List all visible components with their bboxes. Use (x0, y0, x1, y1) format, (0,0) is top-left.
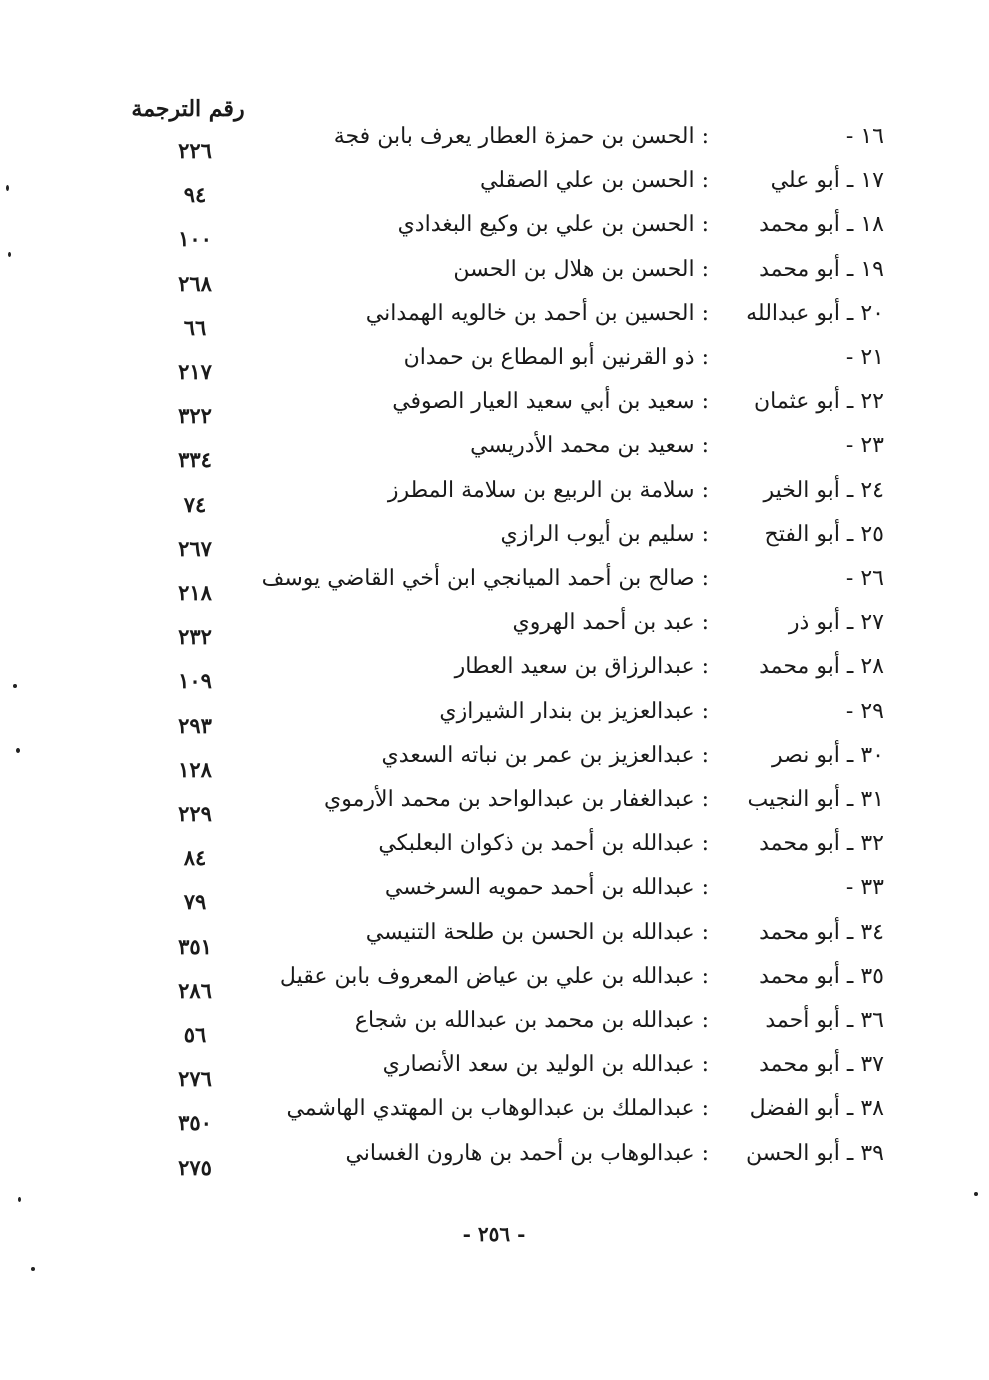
entry-row (0, 1008, 989, 1048)
entry-row (0, 1141, 989, 1181)
entry-row (0, 1052, 989, 1092)
entry-index: ٣٣ - (845, 875, 884, 900)
entry-name: : عبدالله بن محمد بن عبدالله بن شجاع (354, 1008, 709, 1033)
entry-index: ١٨ ـ أبو محمد (759, 212, 884, 237)
entry-index: ٢٩ - (845, 699, 884, 724)
entry-row (0, 257, 989, 297)
entry-row (0, 433, 989, 473)
entry-name: : عبدالله بن علي بن عياض المعروف بابن عقيل (279, 964, 709, 989)
entry-row (0, 964, 989, 1004)
entry-index: ٣٤ ـ أبو محمد (759, 920, 884, 945)
page-number: - ٢٥٦ - (462, 1222, 526, 1246)
entry-name: : عبدالملك بن عبدالوهاب بن المهتدي الهاشمي (286, 1096, 709, 1121)
entry-row (0, 522, 989, 562)
entry-row (0, 124, 989, 164)
entry-name: : عبدالله بن أحمد بن ذكوان البعلبكي (378, 831, 709, 856)
entry-row (0, 345, 989, 385)
scan-speck (31, 1267, 35, 1271)
scan-speck (974, 1192, 978, 1196)
entry-row (0, 875, 989, 915)
entry-index: ٣٧ ـ أبو محمد (759, 1052, 884, 1077)
entry-index: ٣٨ ـ أبو الفضل (749, 1096, 884, 1121)
entry-row (0, 699, 989, 739)
entry-name: : سعيد بن محمد الأدريسي (470, 433, 709, 458)
entry-name: : عبدالوهاب بن أحمد بن هارون الغساني (345, 1141, 709, 1166)
entry-index: ٣٩ ـ أبو الحسن (745, 1141, 884, 1166)
entry-number: ٧٩ (183, 889, 207, 914)
entry-row (0, 920, 989, 960)
entry-number: ٥٦ (183, 1022, 207, 1047)
entry-name: : عبدالله بن الوليد بن سعد الأنصاري (382, 1052, 709, 1077)
entry-row (0, 168, 989, 208)
entry-row (0, 787, 989, 827)
entry-index: ٢٠ ـ أبو عبدالله (746, 301, 884, 326)
entry-name: : الحسن بن هلال بن الحسن (453, 257, 709, 282)
entry-row (0, 478, 989, 518)
entry-name: : الحسن بن علي بن وكيع البغدادي (397, 212, 709, 237)
entry-index: ٢٣ - (845, 433, 884, 458)
entry-number: ١٠٩ (178, 668, 212, 693)
entry-number: ٣٣٤ (178, 447, 212, 472)
entry-row (0, 212, 989, 252)
entry-index: ٢٦ - (845, 566, 884, 591)
entry-number: ٢٧٥ (178, 1155, 212, 1180)
scan-speck (16, 748, 20, 753)
entry-number: ٢٦٨ (178, 271, 212, 296)
entry-number: ٢١٧ (178, 359, 212, 384)
entry-name: : سعيد بن أبي سعيد العيار الصوفي (392, 389, 709, 414)
scan-speck (8, 252, 11, 257)
entry-index: ١٩ ـ أبو محمد (759, 257, 884, 282)
entry-row (0, 389, 989, 429)
entry-row (0, 654, 989, 694)
entry-name: : الحسين بن أحمد بن خالويه الهمداني (365, 301, 709, 326)
entry-index: ٢٢ ـ أبو عثمان (753, 389, 884, 414)
entry-row (0, 743, 989, 783)
entry-number: ٢٦٧ (178, 536, 212, 561)
entry-number: ٩٤ (183, 182, 207, 207)
entry-index: ٣٥ ـ أبو محمد (759, 964, 884, 989)
entry-name: : الحسن بن علي الصقلي (479, 168, 709, 193)
entry-index: ١٦ - (845, 124, 884, 149)
entry-row (0, 566, 989, 606)
entry-name: : عبدالغفار بن عبدالواحد بن محمد الأرموي (324, 787, 709, 812)
entry-number: ٢٨٦ (178, 978, 212, 1003)
entry-index: ٢٨ ـ أبو محمد (759, 654, 884, 679)
entry-number: ٣٢٢ (178, 403, 212, 428)
entry-name: : سليم بن أيوب الرازي (500, 522, 709, 547)
entry-index: ١٧ ـ أبو علي (770, 168, 884, 193)
entry-row (0, 301, 989, 341)
entry-number: ٢٢٦ (178, 138, 212, 163)
entry-name: : سلامة بن الربيع بن سلامة المطرز (387, 478, 709, 503)
entry-name: : عبد بن أحمد الهروي (512, 610, 709, 635)
entry-number: ١٢٨ (178, 757, 212, 782)
entry-index: ٢١ - (845, 345, 884, 370)
entry-index: ٢٧ ـ أبو ذر (788, 610, 884, 635)
entry-number: ٢١٨ (178, 580, 212, 605)
entry-index: ٢٥ ـ أبو الفتح (764, 522, 884, 547)
entry-number: ١٠٠ (178, 226, 212, 251)
entry-index: ٣٠ ـ أبو نصر (771, 743, 884, 768)
entry-index: ٣٢ ـ أبو محمد (759, 831, 884, 856)
entry-name: : عبدالله بن الحسن بن طلحة التنيسي (365, 920, 709, 945)
scan-speck (13, 684, 17, 688)
entry-name: : عبدالله بن أحمد حمويه السرخسي (384, 875, 709, 900)
entry-name: : عبدالرزاق بن سعيد العطار (454, 654, 709, 679)
entry-number: ٦٦ (183, 315, 207, 340)
entry-number: ٧٤ (183, 492, 207, 517)
entry-number: ٢٣٢ (178, 624, 212, 649)
entry-number: ٢٧٦ (178, 1066, 212, 1091)
entry-name: : ذو القرنين أبو المطاع بن حمدان (403, 345, 709, 370)
entry-row (0, 610, 989, 650)
entry-name: : صالح بن أحمد الميانجي ابن أخي القاضي يوسف (261, 566, 709, 591)
entry-number: ٨٤ (183, 845, 207, 870)
entry-name: : الحسن بن حمزة العطار يعرف بابن فجة (333, 124, 709, 149)
entry-number: ٣٥١ (178, 934, 212, 959)
entry-number: ٢٩٣ (178, 713, 212, 738)
column-header-entry-number: رقم الترجمة (131, 96, 245, 122)
entry-name: : عبدالعزيز بن بندار الشيرازي (439, 699, 709, 724)
entry-name: : عبدالعزيز بن عمر بن نباته السعدي (381, 743, 709, 768)
entry-row (0, 831, 989, 871)
scan-speck (6, 185, 9, 191)
entry-number: ٢٢٩ (178, 801, 212, 826)
entry-index: ٢٤ ـ أبو الخير (763, 478, 884, 503)
entry-index: ٣٦ ـ أبو أحمد (765, 1008, 884, 1033)
entry-index: ٣١ ـ أبو النجيب (747, 787, 884, 812)
entry-row (0, 1096, 989, 1136)
entry-number: ٣٥٠ (178, 1110, 212, 1135)
scan-speck (18, 1197, 21, 1202)
